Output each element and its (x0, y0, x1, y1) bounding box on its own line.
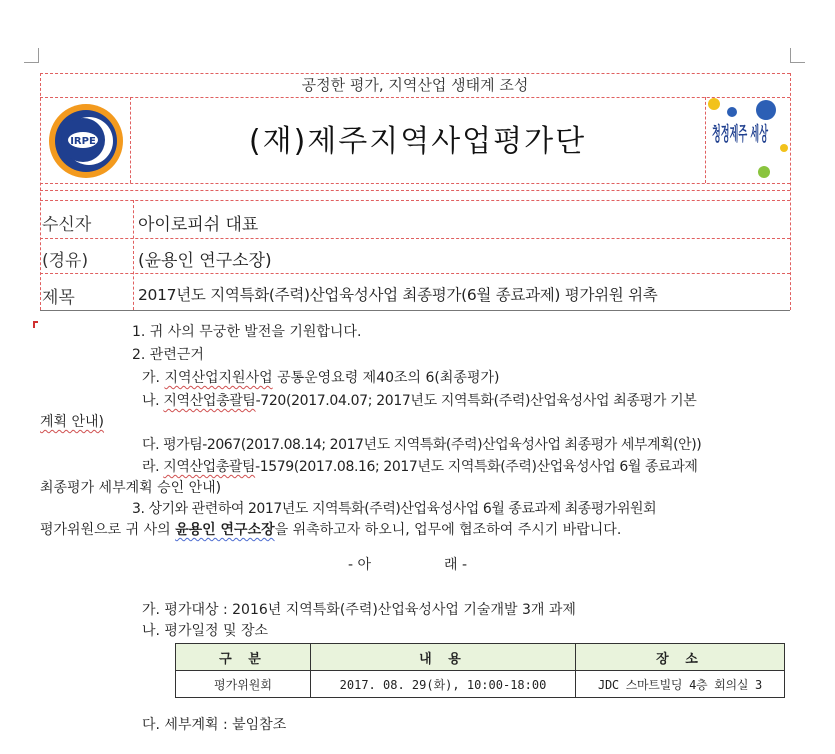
table-header-row (176, 644, 785, 671)
guide-line (40, 183, 790, 184)
guide-line (40, 200, 790, 201)
crop-mark-top-left (24, 48, 39, 63)
basis-item-na (142, 392, 696, 410)
basis-item-ga-prefix: 가. (142, 370, 165, 386)
basis-item-ra-continued: 최종평가 세부계획 승인 안내) (40, 480, 222, 496)
divider-line (40, 310, 790, 311)
guide-line (40, 238, 790, 239)
basis-item-ra (142, 458, 698, 476)
guide-line (133, 200, 134, 310)
org-name: (재)제주지역사업평가단 (248, 124, 587, 159)
subject-label: 제목 (42, 288, 75, 308)
basis-item-ra-rest: -1579(2017.08.16; 2017년도 지역특화(주력)산업육성사업 6월 종료과제 (255, 459, 698, 475)
table-cell-content: 2017. 08. 29(화), 10:00-18:00 (311, 671, 576, 698)
table-row (176, 671, 785, 698)
guide-line (40, 97, 790, 98)
basis-item-ra-main: 지역산업총괄팀 (163, 459, 256, 475)
emblem-logo (706, 96, 829, 183)
via-value: (윤용인 연구소장) (138, 251, 272, 271)
subject-value: 2017년도 지역특화(주력)산업육성사업 최종평가(6월 종료과제) 평가위원 위촉 (138, 286, 658, 304)
guide-line (40, 73, 41, 310)
guide-line (790, 73, 791, 310)
paragraph-3: 3. 상기와 관련하여 2017년도 지역특화(주력)산업육성사업 6월 종료과제 최종평가위원회 (132, 501, 657, 517)
detail-plan: 다. 세부계획 : 붙임참조 (142, 717, 287, 733)
basis-item-na-main: 지역산업총괄팀 (163, 393, 256, 409)
table-header-category: 구 분 (176, 644, 311, 671)
below-heading-left: - 아 (348, 557, 372, 573)
basis-item-na-prefix: 나. (142, 393, 164, 409)
recipient-value: 아이로피쉬 대표 (138, 215, 259, 235)
paragraph-3-cont-a: 평가위원으로 귀 사의 (40, 522, 176, 538)
basis-item-ga-main: 지역산업지원사업 (164, 370, 273, 386)
slogan: 공정한 평가, 지역산업 생태계 조성 (301, 76, 529, 94)
via-label: (경유) (42, 251, 89, 271)
table-cell-place: JDC 스마트빌딩 4층 회의실 3 (576, 671, 785, 698)
basis-item-ga (142, 369, 499, 387)
text-cursor-icon (33, 321, 38, 328)
table-header-place: 장 소 (576, 644, 785, 671)
basis-item-ga-rest: 공통운영요령 제40조의 6(최종평가) (272, 370, 500, 386)
paragraph-3-cont-b: 을 위촉하고자 하오니, 업무에 협조하여 주시기 바랍니다. (274, 522, 622, 538)
basis-item-na-continued (40, 413, 104, 431)
logo-text: IRPE (70, 136, 96, 147)
recipient-label: 수신자 (42, 215, 92, 235)
basis-item-na-cont: 계획 안내) (40, 414, 105, 430)
paragraph-3-bold: 윤용인 연구소장 (175, 522, 275, 538)
irpe-logo (42, 99, 126, 183)
basis-item-da: 다. 평가팀-2067(2017.08.14; 2017년도 지역특화(주력)산업육성사업 최종평가 세부계획(안)) (142, 437, 702, 453)
table-cell-category: 평가위원회 (176, 671, 311, 698)
emblem-text: 청정제주 세상 (712, 123, 829, 145)
guide-line (40, 273, 790, 274)
paragraph-3-continued (40, 521, 621, 539)
paragraph-1: 1. 귀 사의 무궁한 발전을 기원합니다. (132, 324, 362, 340)
guide-line (40, 190, 790, 191)
eval-schedule-heading: 나. 평가일정 및 장소 (142, 623, 268, 639)
table-header-content: 내 용 (311, 644, 576, 671)
below-heading-right: 래 - (444, 557, 468, 573)
eval-target: 가. 평가대상 : 2016년 지역특화(주력)산업육성사업 기술개발 3개 과제 (142, 602, 576, 618)
paragraph-2: 2. 관련근거 (132, 347, 204, 363)
schedule-table (175, 643, 785, 698)
basis-item-na-rest: -720(2017.04.07; 2017년도 지역특화(주력)산업육성사업 최종평가 기본 (255, 393, 697, 409)
basis-item-ra-prefix: 라. (142, 459, 164, 475)
crop-mark-top-right (790, 48, 805, 63)
